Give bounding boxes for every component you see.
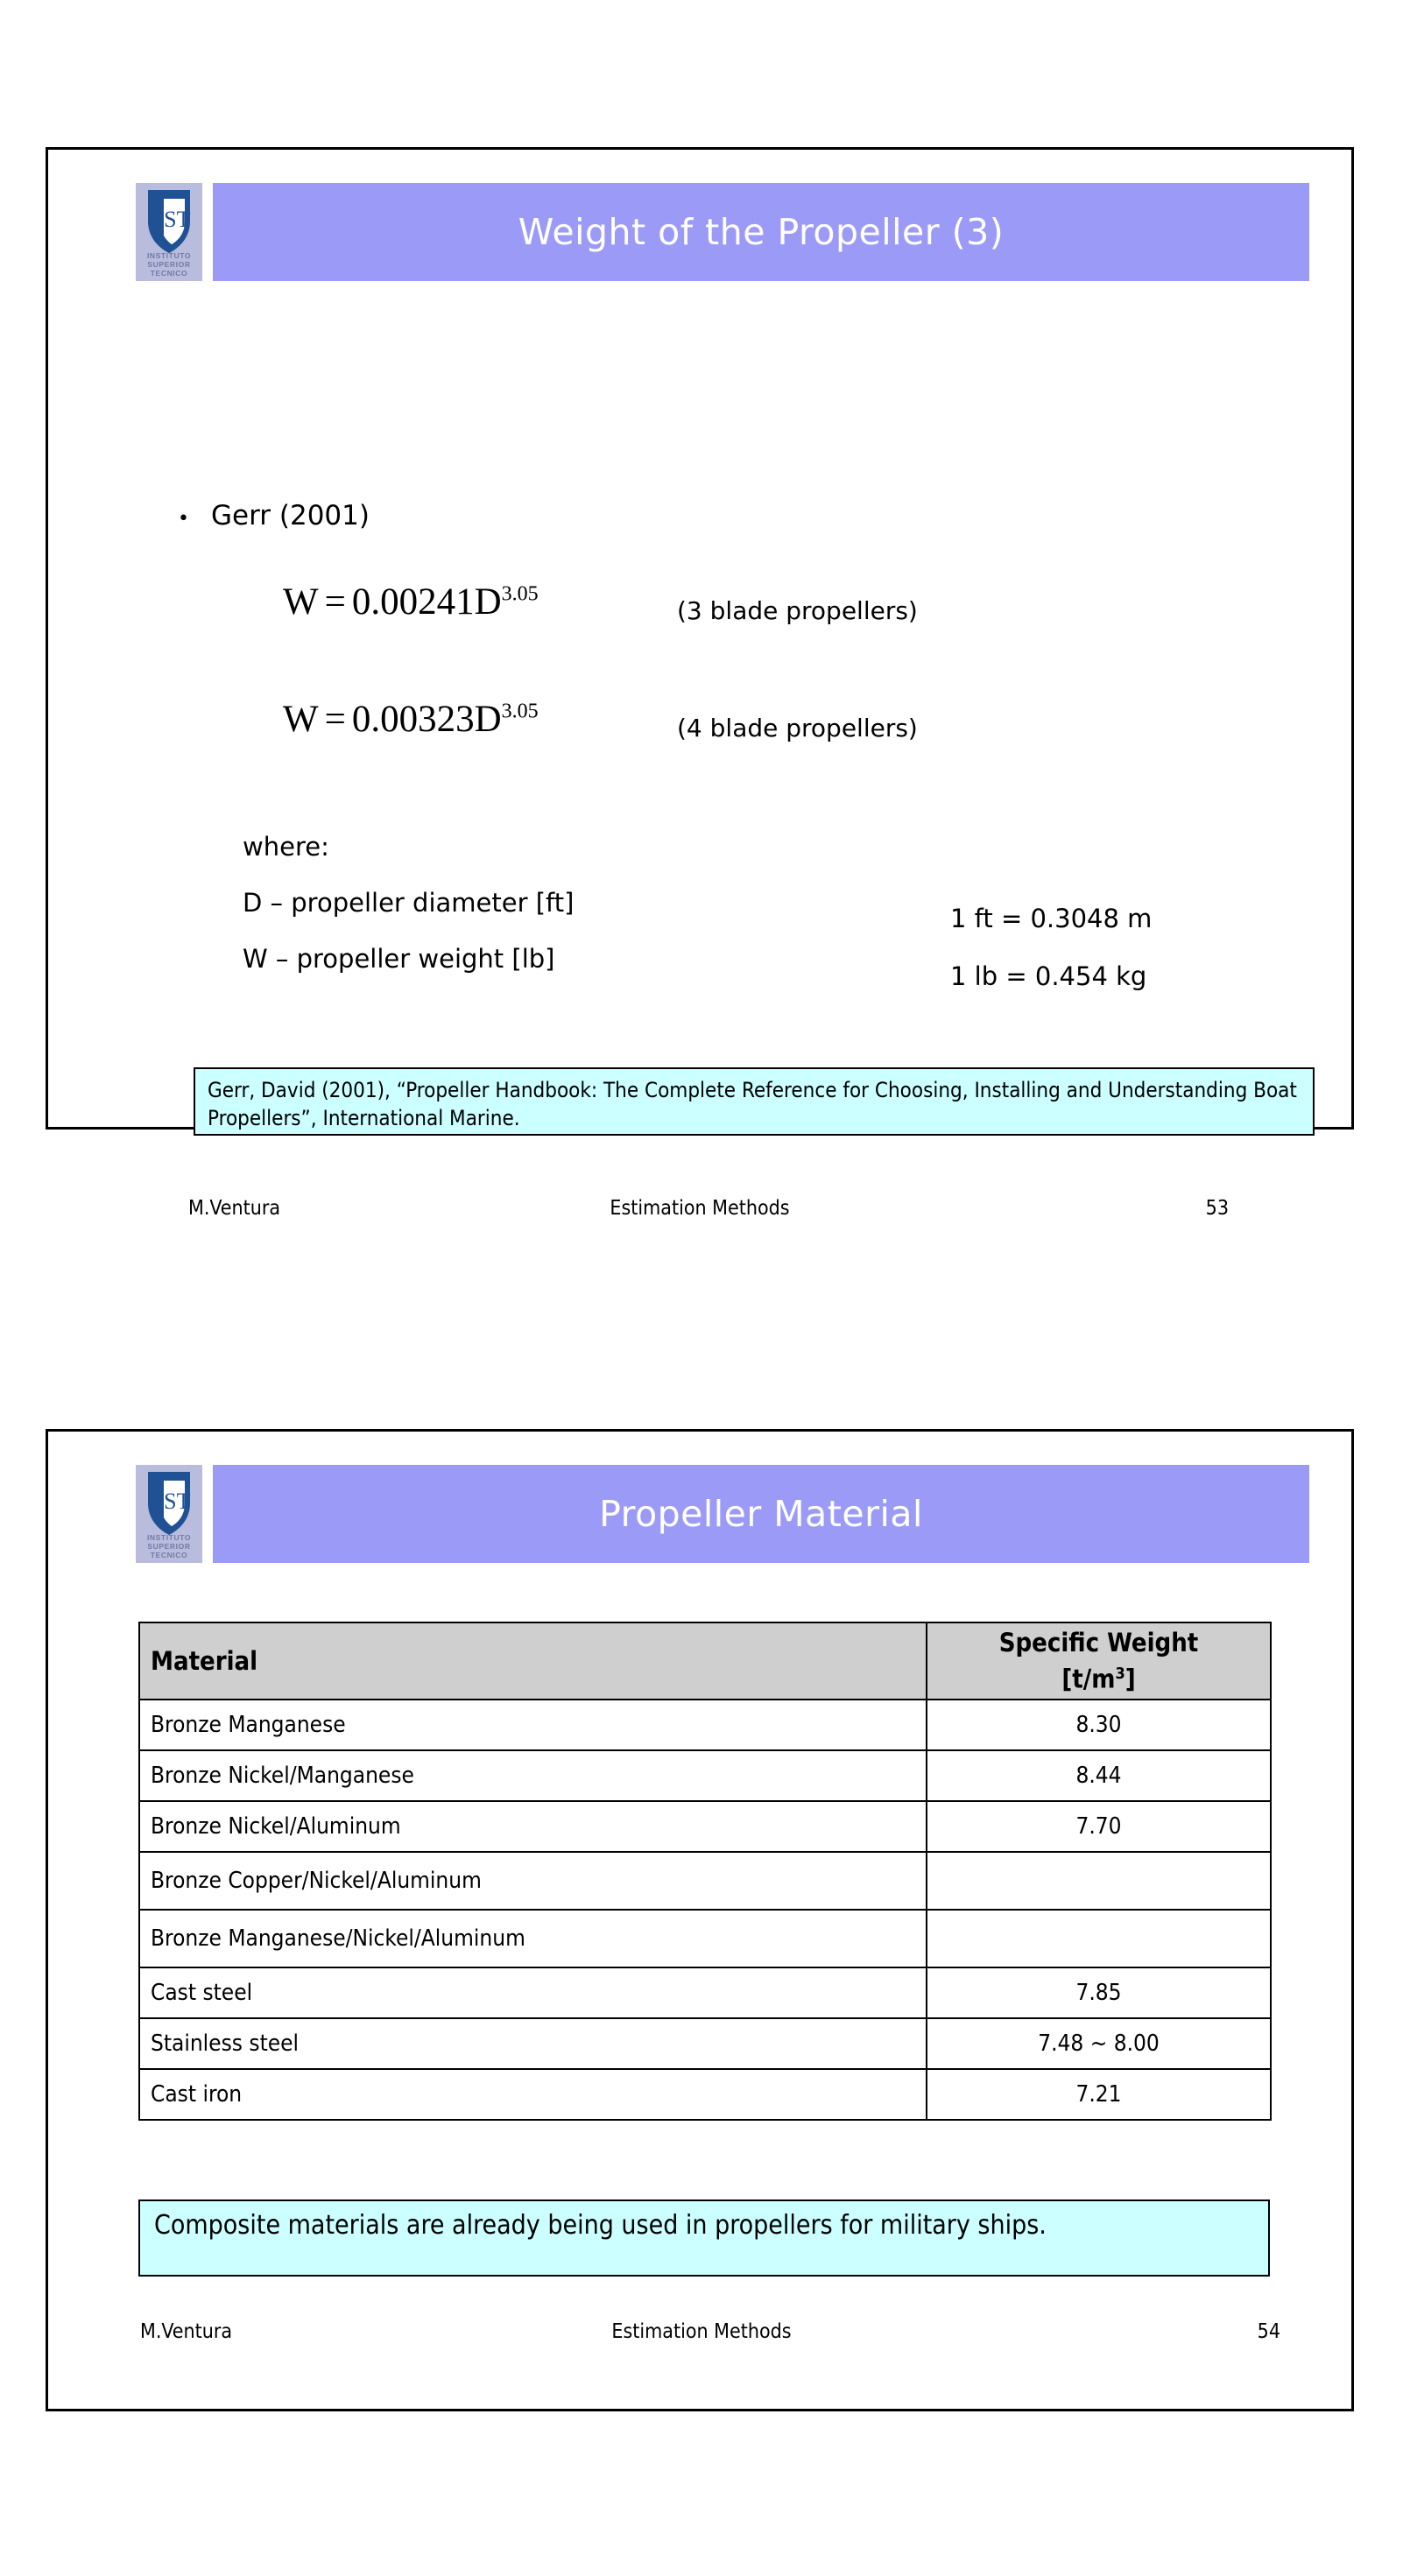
ist-logo-words: [136, 1533, 202, 1559]
table-row: [139, 1750, 1271, 1801]
cell-material: Bronze Nickel/Manganese: [139, 1750, 927, 1801]
reference-callout: Gerr, David (2001), “Propeller Handbook: The Complete Reference for Choosing, Installing and Understanding Boat Propellers”, International Marine.: [194, 1067, 1315, 1136]
cell-specific-weight: [927, 1852, 1271, 1910]
slide-header: [136, 183, 1309, 281]
cell-material: Stainless steel: [139, 2018, 927, 2069]
ist-logo: [136, 183, 202, 281]
equation-note-4-blade: (4 blade propellers): [677, 714, 918, 743]
cell-material: Cast steel: [139, 1967, 927, 2018]
equation-lhs: W: [283, 581, 319, 623]
table-header-row: [139, 1622, 1271, 1700]
equation-variable: D: [474, 581, 502, 623]
unit-conversions-block: [950, 890, 1152, 1005]
definition-diameter: D – propeller diameter [ft]: [243, 888, 575, 918]
table-row: [139, 1852, 1271, 1910]
cell-material: Bronze Copper/Nickel/Aluminum: [139, 1852, 927, 1910]
cell-specific-weight: 8.44: [927, 1750, 1271, 1801]
composite-materials-callout: Composite materials are already being used in propellers for military ships.: [138, 2199, 1270, 2277]
equation-exponent: 3.05: [501, 700, 539, 723]
definitions-block: [243, 819, 574, 987]
equation-coefficient: 0.00241: [351, 581, 475, 623]
equation-note-3-blade: (3 blade propellers): [677, 596, 918, 625]
specific-weight-unit-suffix: ]: [1125, 1664, 1136, 1694]
logo-line-2: SUPERIOR: [147, 1542, 191, 1551]
ist-shield-icon: [136, 183, 202, 260]
footer-page-number: 54: [1257, 2320, 1280, 2343]
table-row: [139, 1801, 1271, 1852]
table-row: [139, 2069, 1271, 2120]
conversion-feet-to-meters: 1 ft = 0.3048 m: [950, 904, 1153, 933]
cell-specific-weight: 7.70: [927, 1801, 1271, 1852]
specific-weight-line-1: Specific Weight: [998, 1628, 1199, 1658]
propeller-material-table: [138, 1622, 1272, 2121]
slide-weight-of-the-propeller-3: [46, 147, 1354, 1220]
slide-title-bar: [213, 183, 1309, 281]
cell-material: Bronze Manganese: [139, 1700, 927, 1750]
svg-text:IST: IST: [156, 1489, 191, 1514]
cell-material: Bronze Manganese/Nickel/Aluminum: [139, 1910, 927, 1967]
slide-footer: [48, 1197, 1351, 1223]
column-header-specific-weight: [927, 1622, 1271, 1700]
slide-title: Weight of the Propeller (3): [518, 211, 1005, 253]
footer-subject: Estimation Methods: [610, 1197, 790, 1220]
svg-text:IST: IST: [156, 207, 191, 232]
equation-4-blade: [283, 698, 539, 741]
cell-specific-weight: 7.48 ~ 8.00: [927, 2018, 1271, 2069]
table-row: [139, 1967, 1271, 2018]
cell-specific-weight: [927, 1910, 1271, 1967]
definition-weight: W – propeller weight [lb]: [243, 944, 555, 974]
footer-author: M.Ventura: [140, 2320, 233, 2343]
slide-header: [136, 1465, 1309, 1563]
logo-line-3: TECNICO: [150, 269, 188, 278]
equation-3-blade: [283, 581, 539, 623]
logo-line-1: INSTITUTO: [146, 251, 192, 260]
slide-footer: [0, 2320, 1403, 2347]
table-row: [139, 1700, 1271, 1750]
cell-specific-weight: 7.85: [927, 1967, 1271, 2018]
ist-logo-words: [136, 251, 202, 278]
bullet-label: Gerr (2001): [211, 500, 370, 531]
table-row: [139, 2018, 1271, 2069]
specific-weight-unit-exponent: 3: [1115, 1665, 1125, 1684]
specific-weight-unit-prefix: [t/m: [1061, 1664, 1116, 1694]
cell-specific-weight: 8.30: [927, 1700, 1271, 1750]
bullet-marker-icon: •: [178, 508, 189, 530]
footer-subject: Estimation Methods: [611, 2320, 792, 2343]
ist-logo: [136, 1465, 202, 1563]
logo-line-3: TECNICO: [150, 1551, 188, 1559]
equation-operator: =: [324, 699, 346, 740]
equation-operator: =: [324, 581, 346, 623]
cell-specific-weight: 7.21: [927, 2069, 1271, 2120]
column-header-material: Material: [139, 1622, 927, 1700]
footer-author: M.Ventura: [188, 1197, 281, 1220]
equation-variable: D: [474, 699, 502, 740]
bullet-gerr-2001: [178, 500, 370, 531]
logo-line-1: INSTITUTO: [146, 1533, 192, 1542]
where-label: where:: [243, 832, 329, 862]
slide-title-bar: [213, 1465, 1309, 1563]
equation-lhs: W: [283, 699, 319, 740]
equation-coefficient: 0.00323: [351, 699, 475, 740]
cell-material: Bronze Nickel/Aluminum: [139, 1801, 927, 1852]
equation-exponent: 3.05: [501, 582, 539, 606]
table-row: [139, 1910, 1271, 1967]
cell-material: Cast iron: [139, 2069, 927, 2120]
ist-shield-icon: [136, 1465, 202, 1542]
logo-line-2: SUPERIOR: [147, 260, 191, 269]
slide-title: Propeller Material: [599, 1493, 923, 1535]
conversion-pounds-to-kilograms: 1 lb = 0.454 kg: [950, 961, 1147, 991]
footer-page-number: 53: [1205, 1197, 1229, 1220]
